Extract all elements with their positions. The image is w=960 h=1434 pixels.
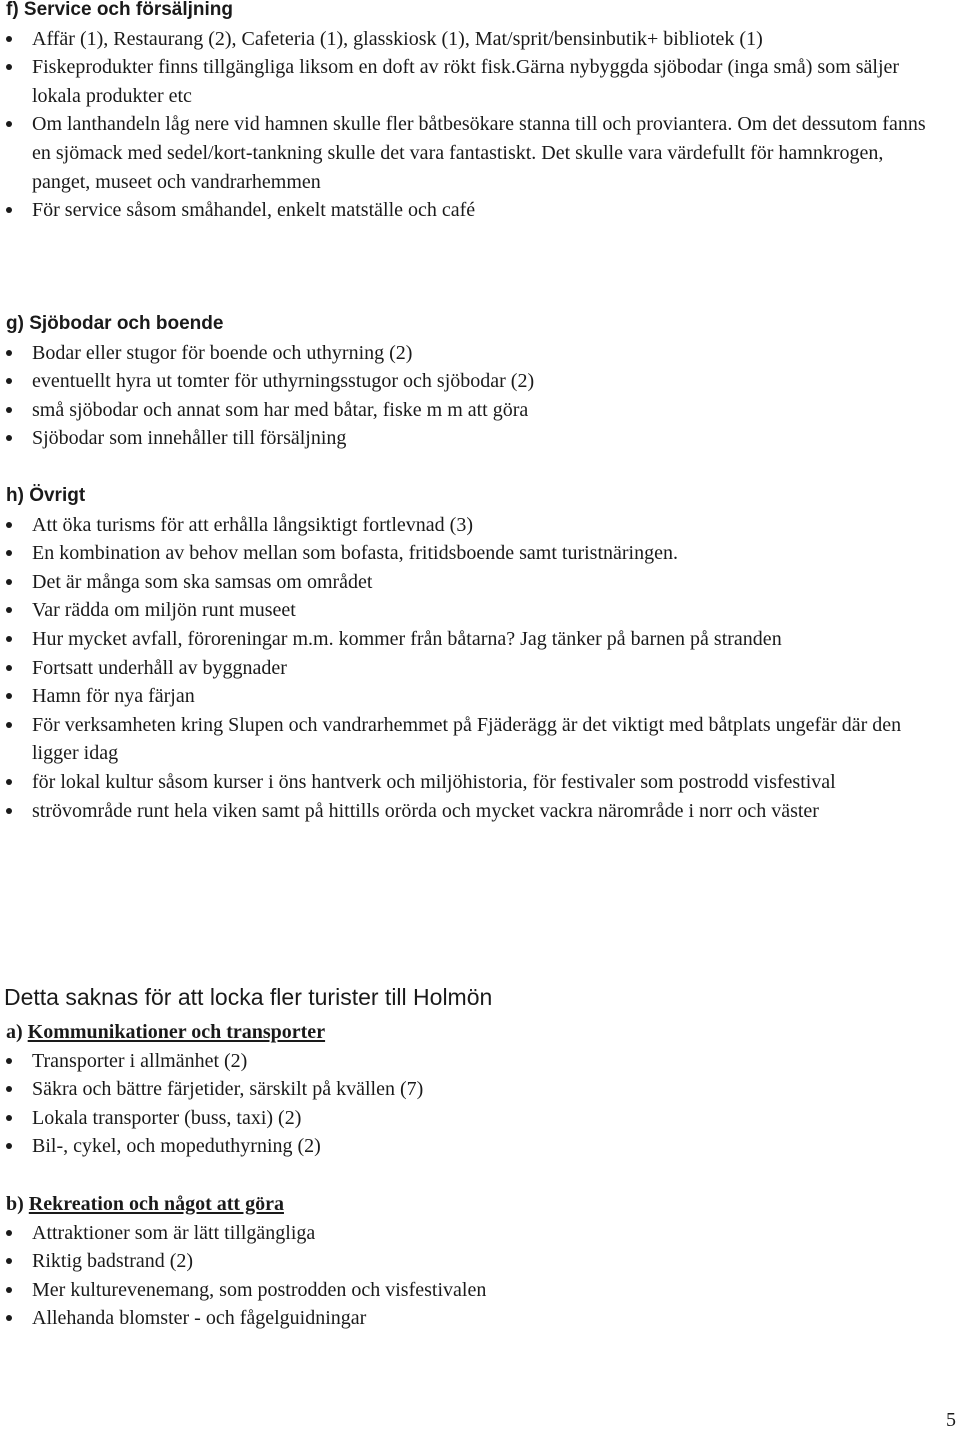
section-heading-text: Kommunikationer och transporter bbox=[27, 1021, 326, 1043]
section-heading-text: Rekreation och något att göra bbox=[28, 1193, 284, 1215]
list-item: Riktig badstrand (2) bbox=[6, 1247, 946, 1276]
list-item: Lokala transporter (buss, taxi) (2) bbox=[6, 1104, 946, 1133]
list-item: För service såsom småhandel, enkelt matställe och café bbox=[6, 196, 946, 225]
bullet-icon bbox=[6, 64, 12, 70]
missing-section-title: Detta saknas för att locka fler turister till Holmön bbox=[4, 984, 493, 1010]
bullet-icon bbox=[6, 1058, 12, 1064]
bullet-icon bbox=[6, 121, 12, 127]
list-item: Fortsatt underhåll av byggnader bbox=[6, 654, 946, 683]
list-item: Säkra och bättre färjetider, särskilt på kvällen (7) bbox=[6, 1075, 946, 1104]
list-item: Sjöbodar som innehåller till försäljning bbox=[6, 424, 946, 453]
list-item: Fiskeprodukter finns tillgängliga liksom en doft av rökt fisk.Gärna nybyggda sjöbodar (inga små) som säljer lokala produkter etc bbox=[6, 53, 946, 110]
list-item: Om lanthandeln låg nere vid hamnen skulle fler båtbesökare stanna till och proviantera. Om det dessutom fanns en sjömack med sedel/kort-tankning skulle det vara fantastiskt. Det skulle vara värdefullt för hamnkrogen, panget, museet och vandrarhemmen bbox=[6, 110, 946, 196]
bullet-icon bbox=[6, 693, 12, 699]
bullet-list bbox=[6, 339, 946, 453]
section-heading: f) Service och försäljning bbox=[6, 0, 233, 20]
bullet-icon bbox=[6, 722, 12, 728]
bullet-icon bbox=[6, 550, 12, 556]
bullet-icon bbox=[6, 36, 12, 42]
bullet-list bbox=[6, 1219, 946, 1333]
list-item: eventuellt hyra ut tomter för uthyrningsstugor och sjöbodar (2) bbox=[6, 367, 946, 396]
section-heading: h) Övrigt bbox=[6, 485, 86, 506]
list-item: Bil-, cykel, och mopeduthyrning (2) bbox=[6, 1132, 946, 1161]
list-item: En kombination av behov mellan som bofasta, fritidsboende samt turistnäringen. bbox=[6, 539, 946, 568]
list-item: Allehanda blomster - och fågelguidningar bbox=[6, 1304, 946, 1333]
section-ovrigt bbox=[6, 482, 946, 825]
bullet-icon bbox=[6, 407, 12, 413]
list-item: Det är många som ska samsas om området bbox=[6, 568, 946, 597]
bullet-icon bbox=[6, 665, 12, 671]
section-heading: g) Sjöbodar och boende bbox=[6, 313, 224, 334]
bullet-icon bbox=[6, 808, 12, 814]
bullet-list bbox=[6, 1047, 946, 1161]
bullet-icon bbox=[6, 1315, 12, 1321]
bullet-icon bbox=[6, 378, 12, 384]
bullet-icon bbox=[6, 522, 12, 528]
section-heading-prefix: a) bbox=[6, 1021, 28, 1043]
bullet-icon bbox=[6, 779, 12, 785]
section-heading bbox=[6, 1190, 946, 1219]
bullet-icon bbox=[6, 607, 12, 613]
bullet-icon bbox=[6, 207, 12, 213]
list-item: Mer kulturevenemang, som postrodden och visfestivalen bbox=[6, 1276, 946, 1305]
bullet-icon bbox=[6, 636, 12, 642]
bullet-list bbox=[6, 511, 946, 826]
section-heading bbox=[6, 1018, 946, 1047]
list-item: Hamn för nya färjan bbox=[6, 682, 946, 711]
bullet-icon bbox=[6, 435, 12, 441]
list-item: Var rädda om miljön runt museet bbox=[6, 596, 946, 625]
list-item: små sjöbodar och annat som har med båtar, fiske m m att göra bbox=[6, 396, 946, 425]
section-heading-prefix: b) bbox=[6, 1193, 29, 1215]
list-item: Hur mycket avfall, föroreningar m.m. kommer från båtarna? Jag tänker på barnen på stranden bbox=[6, 625, 946, 654]
bullet-icon bbox=[6, 579, 12, 585]
list-item: strövområde runt hela viken samt på hittills orörda och mycket vackra närområde i norr och väster bbox=[6, 797, 946, 826]
section-service bbox=[6, 0, 946, 225]
list-item: för lokal kultur såsom kurser i öns hantverk och miljöhistoria, för festivaler som postrodd visfestival bbox=[6, 768, 946, 797]
section-kommunikationer bbox=[6, 1018, 946, 1161]
bullet-icon bbox=[6, 1115, 12, 1121]
bullet-list bbox=[6, 25, 946, 225]
bullet-icon bbox=[6, 1143, 12, 1149]
section-sjobodar bbox=[6, 310, 946, 453]
bullet-icon bbox=[6, 1287, 12, 1293]
section-rekreation bbox=[6, 1190, 946, 1333]
list-item: Bodar eller stugor för boende och uthyrning (2) bbox=[6, 339, 946, 368]
bullet-icon bbox=[6, 1258, 12, 1264]
list-item: Transporter i allmänhet (2) bbox=[6, 1047, 946, 1076]
bullet-icon bbox=[6, 350, 12, 356]
bullet-icon bbox=[6, 1086, 12, 1092]
list-item: Affär (1), Restaurang (2), Cafeteria (1), glasskiosk (1), Mat/sprit/bensinbutik+ bibliotek (1) bbox=[6, 25, 946, 54]
list-item: För verksamheten kring Slupen och vandrarhemmet på Fjäderägg är det viktigt med båtplats ungefär där den ligger idag bbox=[6, 711, 946, 768]
bullet-icon bbox=[6, 1230, 12, 1236]
page-number: 5 bbox=[946, 1409, 956, 1431]
list-item: Attraktioner som är lätt tillgängliga bbox=[6, 1219, 946, 1248]
list-item: Att öka turisms för att erhålla långsiktigt fortlevnad (3) bbox=[6, 511, 946, 540]
